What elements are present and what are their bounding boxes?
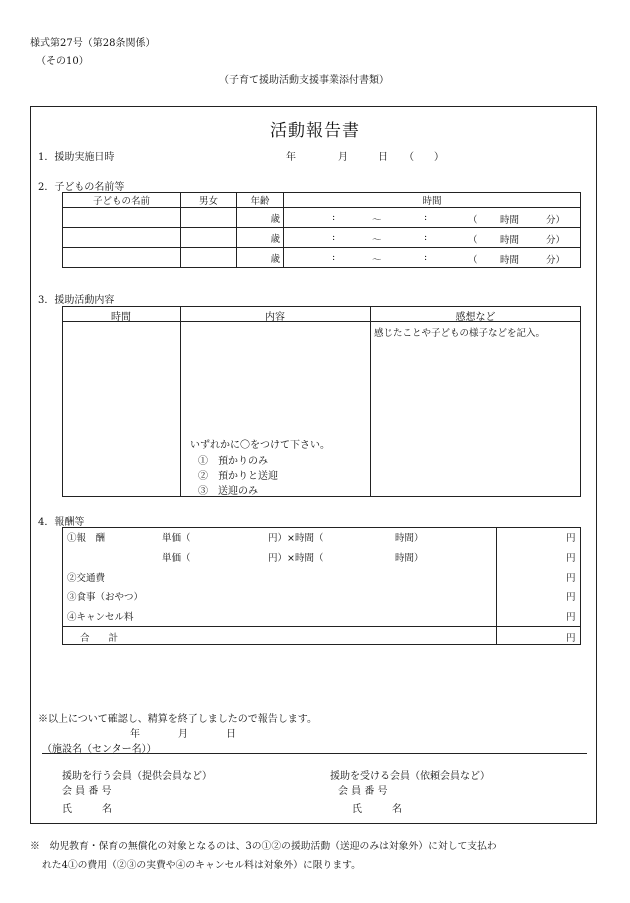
hours-close-label: 時間） [395, 553, 424, 564]
hours-unit: 時間 [500, 255, 520, 266]
unit-price-label: 単価（ [162, 553, 191, 564]
minutes-unit: 分） [546, 215, 566, 226]
tilde: 〜 [372, 215, 382, 226]
col-header-activity-time: 時間 [111, 312, 131, 323]
hours-close-label: 時間） [395, 533, 424, 544]
meal-label: ③食事（おやつ） [67, 592, 144, 603]
s1-year-unit: 年 [286, 152, 296, 163]
minutes-unit: 分） [546, 235, 566, 246]
yen-times-label: 円）×時間（ [268, 553, 324, 564]
time-cell[interactable] [284, 228, 581, 248]
cancel-label: ④キャンセル料 [67, 612, 134, 623]
receiver-name-label: 氏 名 [352, 804, 402, 815]
child-name-cell[interactable] [63, 208, 181, 228]
reward-label: ①報 酬 [67, 533, 106, 544]
option-transport-only[interactable]: ③ 送迎のみ [198, 486, 258, 497]
hours-unit: 時間 [500, 235, 520, 246]
transport-yen-unit: 円 [566, 573, 576, 584]
col-header-time: 時間 [284, 193, 581, 208]
tilde: 〜 [372, 235, 382, 246]
tilde: 〜 [372, 255, 382, 266]
child-name-cell[interactable] [63, 228, 181, 248]
confirm-day-unit: 日 [226, 729, 236, 740]
s1-weekday: （ ） [404, 152, 444, 163]
yen-times-label: 円）×時間（ [268, 533, 324, 544]
provider-member-no-label: 会 員 番 号 [62, 786, 112, 797]
total-label: 合 計 [80, 633, 119, 644]
time-cell[interactable] [284, 208, 581, 228]
section-2-label: 2．子どもの名前等 [38, 182, 125, 193]
unit-price-label: 単価（ [162, 533, 191, 544]
section-4-label: 4．報酬等 [38, 517, 85, 528]
age-unit: 歳 [237, 208, 284, 228]
gender-cell[interactable] [181, 208, 237, 228]
reward-yen-unit: 円 [566, 553, 576, 564]
option-care-only[interactable]: ① 預かりのみ [198, 456, 268, 467]
fees-total-line [62, 626, 581, 627]
transport-label: ②交通費 [67, 573, 106, 584]
footnote-line-1: ※ 幼児教育・保育の無償化の対象となるのは、3の①②の援助活動（送迎のみは対象外）に対して支払わ [30, 841, 497, 852]
receiver-member-no-label: 会 員 番 号 [338, 786, 388, 797]
colon: : [424, 212, 428, 223]
child-row [63, 208, 581, 228]
cancel-yen-unit: 円 [566, 612, 576, 623]
document-title: 活動報告書 [270, 121, 360, 141]
confirmation-statement: ※以上について確認し、精算を終了しましたので報告します。 [38, 714, 317, 725]
col-header-activity-content: 内容 [265, 312, 285, 323]
provider-name-label: 氏 名 [62, 804, 112, 815]
confirm-year-unit: 年 [130, 729, 140, 740]
paren-open: （ [468, 235, 478, 246]
circle-instruction: いずれかに〇をつけて下さい。 [190, 440, 330, 451]
s1-month-unit: 月 [338, 152, 348, 163]
age-unit: 歳 [237, 228, 284, 248]
activity-col-divider [370, 306, 371, 497]
attachment-note: （子育て援助活動支援事業添付書類） [219, 75, 389, 86]
paren-open: （ [468, 255, 478, 266]
child-name-cell[interactable] [63, 248, 181, 268]
colon: : [332, 232, 336, 243]
age-unit: 歳 [237, 248, 284, 268]
impressions-hint: 感じたことや子どもの様子などを記入。 [374, 328, 546, 339]
s1-day-unit: 日 [378, 152, 388, 163]
option-care-and-transport[interactable]: ② 預かりと送迎 [198, 471, 278, 482]
time-cell[interactable] [284, 248, 581, 268]
meal-yen-unit: 円 [566, 592, 576, 603]
section-1-label: 1．援助実施日時 [38, 152, 115, 163]
col-header-impressions: 感想など [455, 312, 496, 323]
child-row [63, 248, 581, 268]
form-sub-number: （その10） [36, 56, 89, 67]
form-number: 様式第27号（第28条関係） [30, 38, 156, 49]
fees-amount-divider [496, 527, 497, 645]
col-header-child-name: 子どもの名前 [63, 193, 181, 208]
section-3-label: 3．援助活動内容 [38, 295, 115, 306]
col-header-gender: 男女 [181, 193, 237, 208]
minutes-unit: 分） [546, 255, 566, 266]
children-table [62, 192, 581, 268]
gender-cell[interactable] [181, 228, 237, 248]
paren-open: （ [468, 215, 478, 226]
activity-col-divider [180, 306, 181, 497]
fees-table [62, 527, 581, 645]
footnote-line-2: れた4①の費用（②③の実費や④のキャンセル料は対象外）に限ります。 [42, 860, 361, 871]
gender-cell[interactable] [181, 248, 237, 268]
child-row [63, 228, 581, 248]
col-header-age: 年齢 [237, 193, 284, 208]
colon: : [332, 212, 336, 223]
colon: : [332, 252, 336, 263]
colon: : [424, 232, 428, 243]
facility-underline [42, 753, 587, 754]
receiver-member-heading: 援助を受ける会員（依頼会員など） [330, 771, 490, 782]
provider-member-heading: 援助を行う会員（提供会員など） [62, 771, 212, 782]
total-yen-unit: 円 [566, 633, 576, 644]
colon: : [424, 252, 428, 263]
facility-name-label: （施設名（センター名）） [42, 744, 157, 755]
reward-yen-unit: 円 [566, 533, 576, 544]
confirm-month-unit: 月 [178, 729, 188, 740]
hours-unit: 時間 [500, 215, 520, 226]
